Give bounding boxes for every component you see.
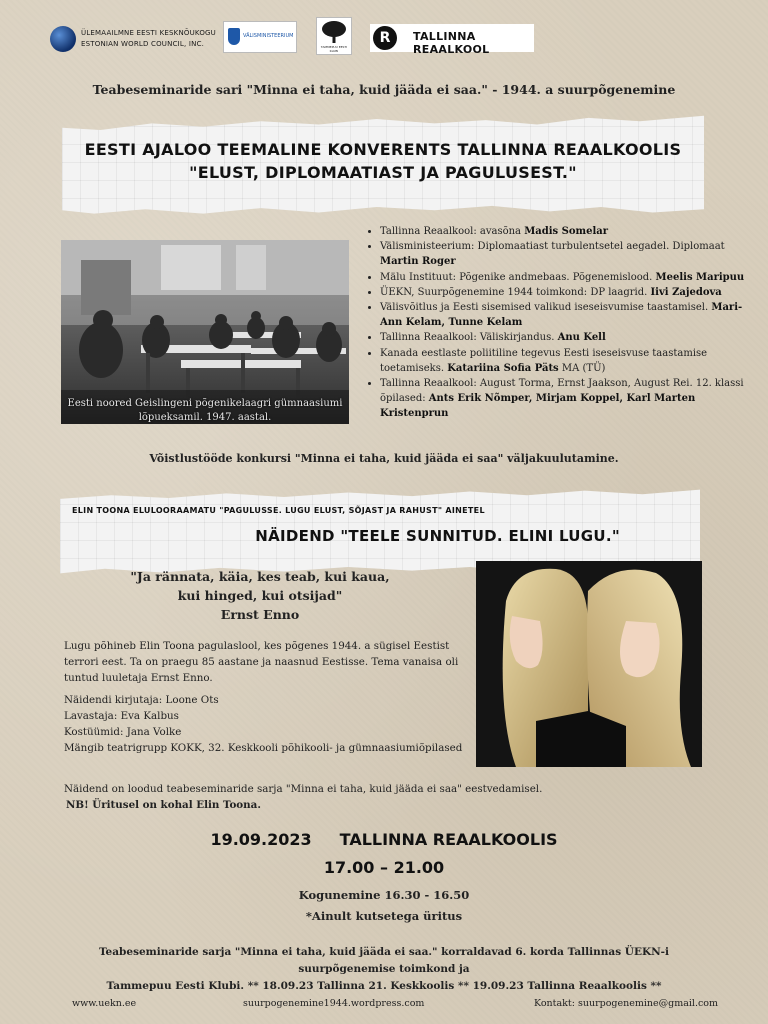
program-item: • Välisministeerium: Diplomaatiast turbulentsetel aegadel. Diplomaat Martin Roger (380, 239, 752, 269)
event-date: 19.09.2023 (210, 830, 312, 849)
conference-title-line2: "ELUST, DIPLOMAATIAST JA PAGULUSEST." (189, 163, 577, 182)
program-item: • Välisvõitlus ja Eesti sisemised valikud iseseisvumise taastamisel. Mari-Ann Kelam, Tunne Kelam (380, 300, 752, 330)
coat-of-arms-icon (228, 28, 240, 45)
poem-author: Ernst Enno (220, 607, 300, 622)
two-girls-portrait-photo (476, 561, 702, 767)
play-credits (64, 692, 494, 756)
foreign-ministry-logo-text: VÄLISMINISTEERIUM (243, 33, 294, 39)
organizers-note (50, 944, 718, 995)
play-description: Lugu põhineb Elin Toona pagulaslool, kes põgenes 1944. a sügisel Eestist terrori eest. Ta on praegu 85 aastane ja naasnud Eestisse. Tema vanaisa oli tuntud luuletaja Ernst Enno. (64, 640, 459, 684)
contest-announcement: Võistlustööde konkursi "Minna ei taha, kuid jääda ei saa" väljakuulutamine. (149, 452, 619, 465)
ewc-globe-logo (50, 26, 76, 52)
program-item: • Kanada eestlaste poliitiline tegevus Eesti iseseisvuse taastamise toetamiseks. Katariina Sofia Päts MA (TÜ) (380, 346, 752, 376)
reaalkool-logo-text: TALLINNA REAALKOOL (413, 30, 490, 56)
book-source-line: ELIN TOONA ELULOORAAMATU "PAGULUSSE. LUGU ELUST, SÕJAST JA RAHUST" AINETEL (72, 506, 485, 515)
event-place: TALLINNA REAALKOOLIS (339, 830, 558, 849)
credit-director: Lavastaja: Eva Kalbus (64, 710, 179, 722)
nb-note: NB! Üritusel on kohal Elin Toona. (66, 799, 261, 811)
footer-contact-email[interactable]: Kontakt: suurpogenemine@gmail.com (534, 998, 719, 1009)
seminar-series-line: Teabeseminaride sari "Minna ei taha, kuid jääda ei saa." - 1944. a suurpõgenemine (92, 82, 676, 97)
footer-blog[interactable]: suurpogenemine1944.wordpress.com (243, 998, 425, 1009)
portrait-photo-image (476, 561, 702, 767)
oak-tree-icon (321, 20, 347, 44)
organizers-line: Teabeseminaride sarja "Minna ei taha, kuid jääda ei saa." korraldavad 6. korda Tallinnas ÜEKN-i suurpõgenemise toimkond ja (98, 946, 670, 975)
play-origin-note: Näidend on loodud teabeseminaride sarja "Minna ei taha, kuid jääda ei saa" eestvedamisel. (64, 783, 543, 795)
tallinna-reaalkool-logo (370, 24, 534, 56)
program-item: • Tallinna Reaalkool: Väliskirjandus. Anu Kell (380, 330, 752, 345)
program-item: • ÜEKN, Suurpõgenemine 1944 toimkond: DP laagrid. Iivi Zajedova (380, 285, 752, 300)
ewc-name-en: ESTONIAN WORLD COUNCIL, INC. (81, 40, 205, 48)
program-item: • Mälu Instituut: Põgenike andmebaas. Põgenemislood. Meelis Maripuu (380, 270, 752, 285)
foreign-ministry-logo (223, 21, 297, 53)
conference-program-list (368, 224, 752, 422)
credit-cast: Mängib teatrigrupp KOKK, 32. Keskkooli põhikooli- ja gümnaasiumiõpilased (64, 742, 463, 754)
poem-line: "Ja rännata, käia, kes teab, kui kaua, (130, 569, 390, 584)
photo-caption: Eesti noored Geislingeni põgenikelaagri gümnaasiumi lõpueksamil. 1947. aastal. (67, 398, 343, 423)
event-date-place (0, 830, 768, 849)
ewc-name-et: ÜLEMAAILMNE EESTI KESKNÕUKOGU (81, 29, 216, 37)
poem-line: kui hinged, kui otsijad" (177, 588, 343, 603)
play-title: NÄIDEND "TEELE SUNNITUD. ELINI LUGU." (255, 527, 620, 545)
gathering-time: Kogunemine 16.30 - 16.50 (298, 888, 470, 902)
conference-title-line1: EESTI AJALOO TEEMALINE KONVERENTS TALLINNA REAALKOOLIS (84, 140, 682, 159)
credit-costumes: Kostüümid: Jana Volke (64, 726, 182, 738)
poem-quote (110, 567, 410, 624)
footer-website[interactable]: www.uekn.ee (72, 998, 137, 1009)
credit-writer: Näidendi kirjutaja: Loone Ots (64, 694, 219, 706)
conference-title (62, 138, 704, 184)
event-time: 17.00 – 21.00 (323, 858, 445, 877)
program-item: • Tallinna Reaalkool: August Torma, Ernst Jaakson, August Rei. 12. klassi õpilased: Ants Erik Nõmper, Mirjam Koppel, Karl Marten Kristenprun (380, 376, 752, 422)
ewc-logo-text (81, 28, 216, 50)
program-item: • Tallinna Reaalkool: avasõna Madis Somelar (380, 224, 752, 239)
organizers-line: Tammepuu Eesti Klubi. ** 18.09.23 Tallinna 21. Keskkoolis ** 19.09.23 Tallinna Reaalkoolis ** (106, 980, 662, 992)
reaalkool-r-icon: R (373, 26, 397, 50)
tammepuu-logo-text: TAMMEPUU EESTI KLUBI (320, 45, 348, 53)
invite-only-note: *Ainult kutsetega üritus (305, 909, 463, 923)
tammepuu-club-logo (316, 17, 352, 55)
